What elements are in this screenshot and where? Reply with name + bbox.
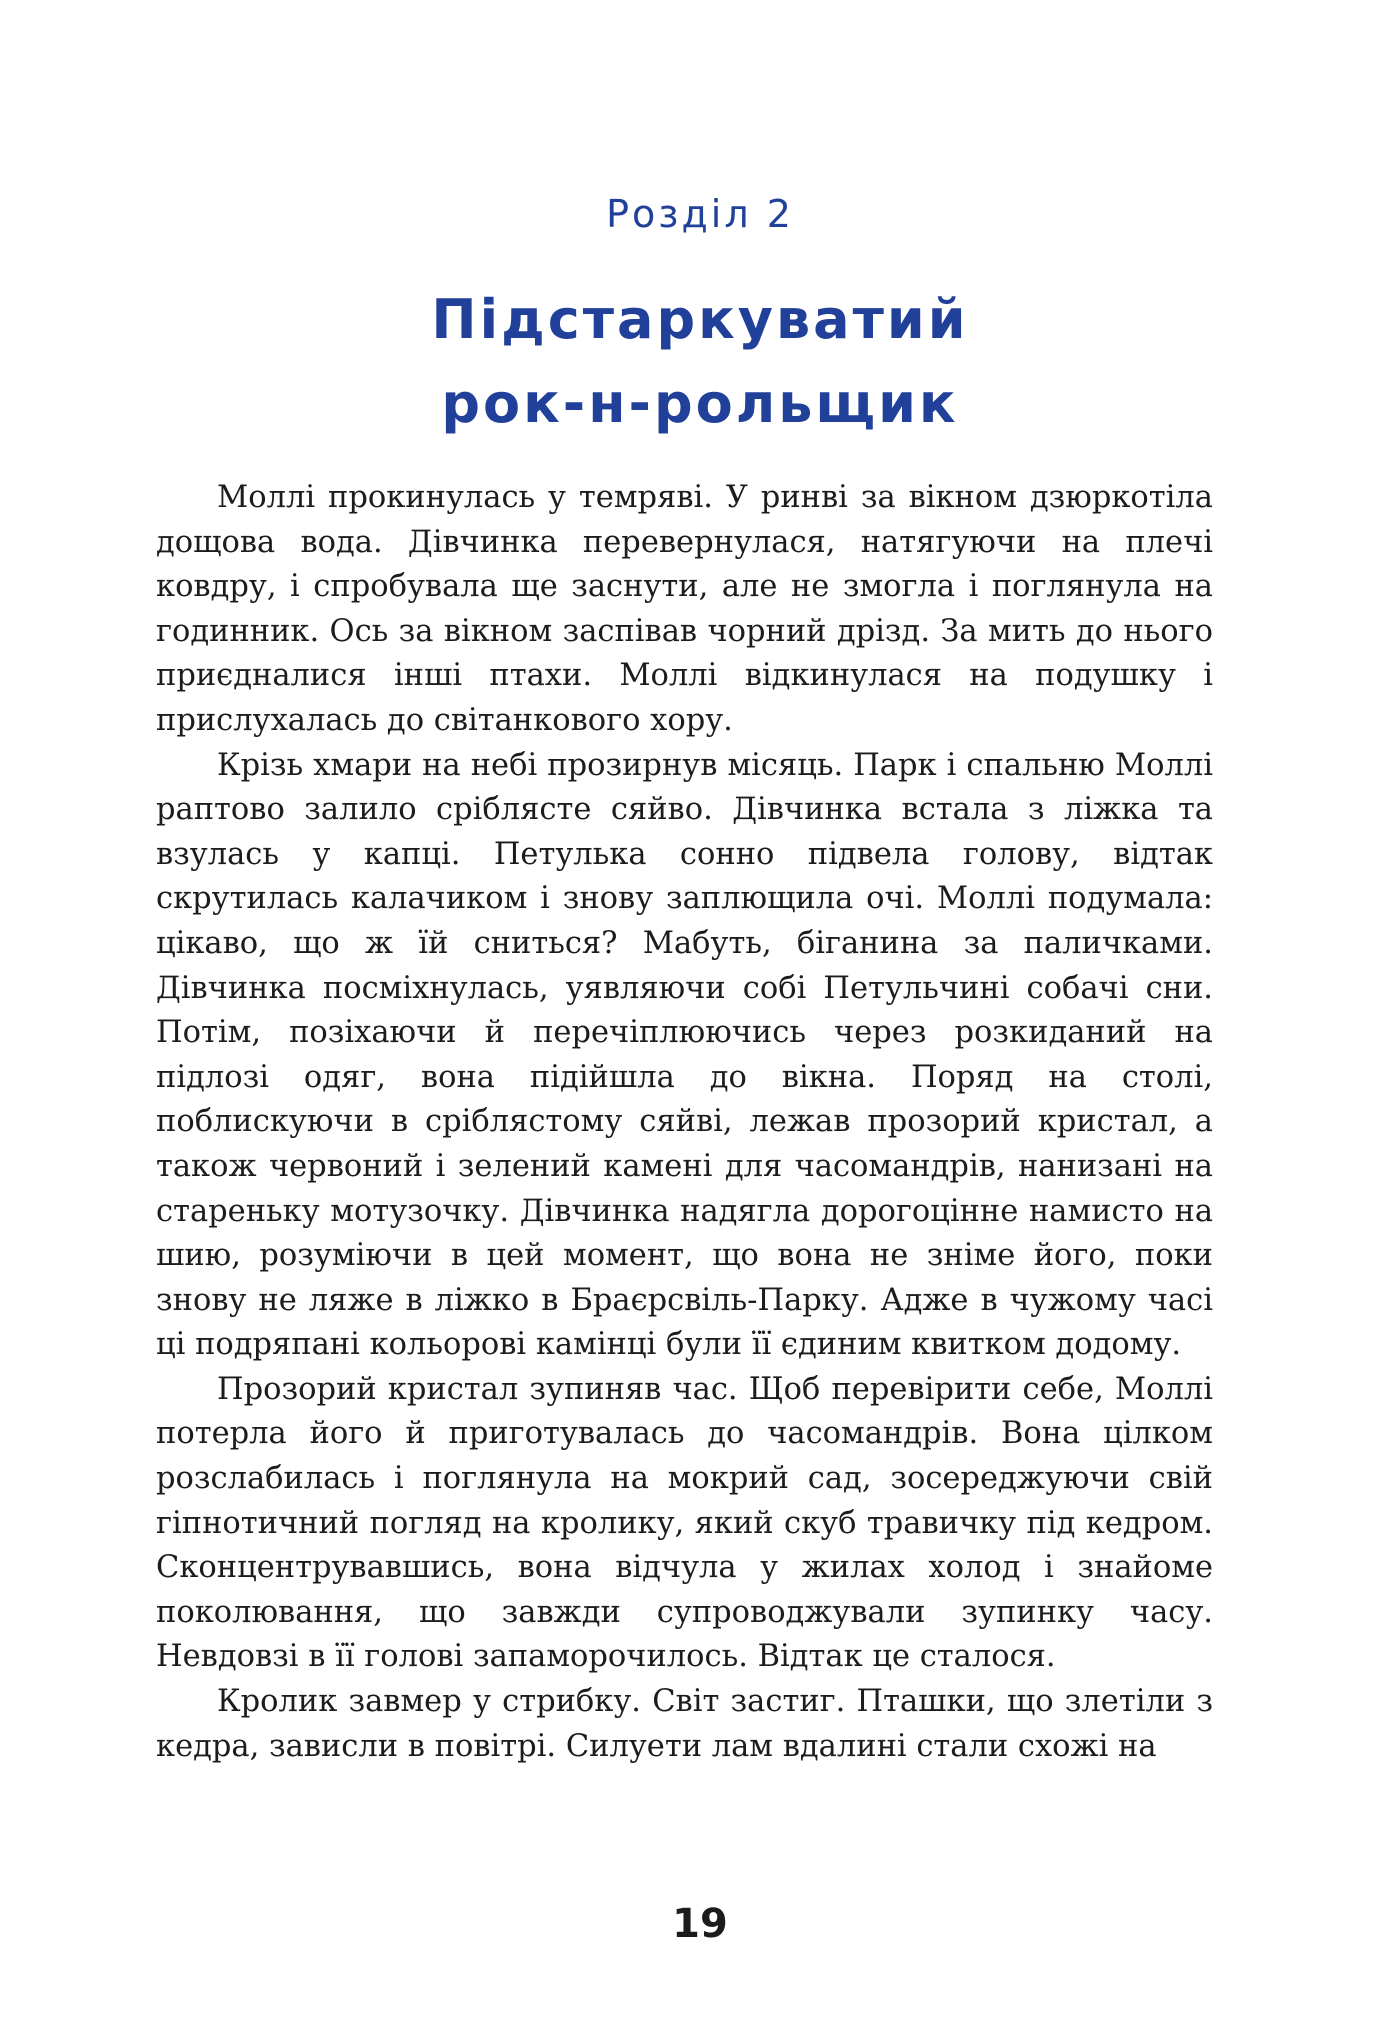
chapter-title xyxy=(0,278,1400,446)
body-text xyxy=(156,476,1213,1769)
paragraph: Прозорий кристал зупиняв час. Щоб перевірити себе, Моллі потерла його й приготувалась до часомандрів. Вона цілком розслабилась і поглянула на мокрий сад, зосереджуючи свій гіпнотичний погляд на кролику, який скуб травичку під кедром. Сконцентрувавшись, вона відчула у жилах холод і знайоме поколювання, що завжди супроводжували зупинку часу. Невдовзі в її голові запаморочилось. Відтак це сталося. xyxy=(156,1371,1213,1675)
chapter-label: Розділ 2 xyxy=(606,192,794,236)
paragraph: Крізь хмари на небі прозирнув місяць. Парк і спальню Моллі раптово залило сріблясте сяйво. Дівчинка встала з ліжка та взулась у капці. Петулька сонно підвела голову, відтак скрутилась калачиком і знову заплющила очі. Моллі подумала: цікаво, що ж їй сниться? Мабуть, біганина за паличками. Дівчинка посміхнулась, уявляючи собі Петульчині собачі сни. Потім, позіхаючи й перечіплюючись через розкиданий на підлозі одяг, вона підійшла до вікна. Поряд на столі, поблискуючи в сріблястому сяйві, лежав прозорий кристал, а також червоний і зелений камені для часомандрів, нанизані на стареньку мотузочку. Дівчинка надягла дорогоцінне намисто на шию, розуміючи в цей момент, що вона не зніме його, поки знову не ляже в ліжко в Браєрсвіль-Парку. Адже в чужому часі ці подряпані кольорові камінці були її єдиним квитком додому. xyxy=(156,747,1213,1363)
chapter-title-line-1: Підстаркуватий xyxy=(431,288,969,351)
chapter-title-line-2: рок-н-рольщик xyxy=(441,372,959,435)
page-number: 19 xyxy=(672,1901,728,1947)
paragraph: Кролик завмер у стрибку. Світ застиг. Пташки, що злетіли з кедра, зависли в повітрі. Силуети лам вдалині стали схожі на xyxy=(156,1684,1213,1764)
paragraph: Моллі прокинулась у темряві. У ринві за вікном дзюркотіла дощова вода. Дівчинка перевернулася, натягуючи на плечі ковдру, і спробувала ще заснути, але не змогла і поглянула на годинник. Ось за вікном заспівав чорний дрізд. За мить до нього приєдналися інші птахи. Моллі відкинулася на подушку і прислухалась до світанкового хору. xyxy=(156,480,1213,738)
